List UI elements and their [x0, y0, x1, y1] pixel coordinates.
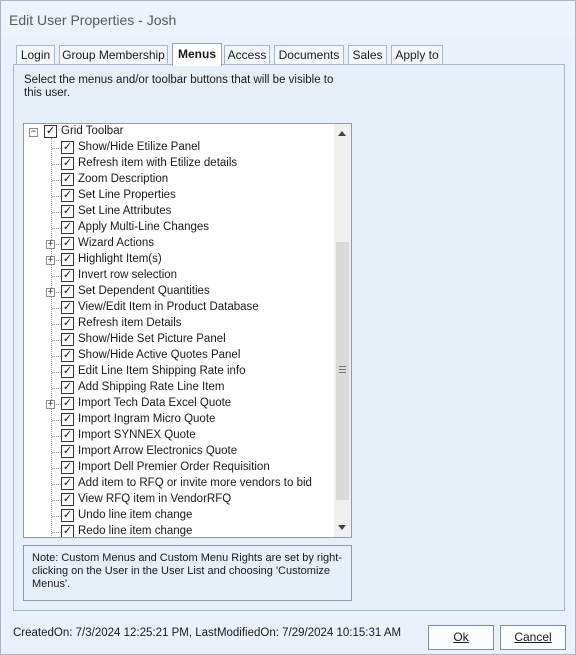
checkbox-icon[interactable]: ✓	[62, 429, 73, 441]
custom-menus-note: Note: Custom Menus and Custom Menu Rights are set by right-clicking on the User in the User List and choosing 'Customize Menus'.	[23, 545, 352, 601]
tree-item-label: Import SYNNEX Quote	[78, 429, 196, 441]
scroll-thumb[interactable]	[336, 242, 349, 500]
tree-connector-line	[52, 452, 61, 453]
checkbox-icon[interactable]: ✓	[62, 141, 73, 153]
tree-item-label: Undo line item change	[78, 509, 193, 521]
tree-item-label: Import Ingram Micro Quote	[78, 413, 216, 425]
tree-item[interactable]	[24, 284, 334, 300]
tree-connector-line	[52, 532, 61, 533]
checkbox-icon[interactable]: ✓	[62, 221, 73, 233]
tree-connector-line	[52, 196, 61, 197]
tree-item[interactable]	[24, 220, 334, 236]
tree-item[interactable]	[24, 332, 334, 348]
tree-item-label: Apply Multi-Line Changes	[78, 221, 210, 233]
tree-item-label: View RFQ item in VendorRFQ	[78, 493, 232, 505]
tree-item[interactable]	[24, 316, 334, 332]
tree-item[interactable]	[24, 140, 334, 156]
tree-item-label: Show/Hide Set Picture Panel	[78, 333, 226, 345]
tree-item[interactable]	[24, 268, 334, 284]
tree-connector-line	[52, 180, 61, 181]
tab-access[interactable]: Access	[224, 45, 270, 65]
checkbox-icon[interactable]: ✓	[62, 173, 73, 185]
tab-sales[interactable]: Sales	[348, 45, 387, 65]
tree-item[interactable]	[24, 524, 334, 537]
tree-item-label: Grid Toolbar	[61, 125, 124, 137]
tab-menus[interactable]: Menus	[172, 43, 222, 66]
tab-login[interactable]: Login	[16, 45, 55, 65]
checkbox-icon[interactable]: ✓	[62, 397, 73, 409]
checkbox-icon[interactable]: ✓	[62, 509, 73, 521]
title-bar[interactable]	[1, 1, 575, 37]
checkbox-icon[interactable]: ✓	[62, 237, 73, 249]
tree-item-label: Set Line Attributes	[78, 205, 172, 217]
tree-item-label: Redo line item change	[78, 525, 193, 537]
expand-expander-icon[interactable]: +	[47, 287, 54, 297]
checkbox-icon[interactable]: ✓	[62, 205, 73, 217]
tree-connector-line	[52, 500, 61, 501]
tree-viewport	[24, 124, 334, 537]
tree-item[interactable]	[24, 236, 334, 252]
tree-vertical-scrollbar[interactable]	[334, 124, 351, 537]
tree-item[interactable]	[24, 380, 334, 396]
tree-connector-line	[52, 148, 61, 149]
checkbox-icon[interactable]: ✓	[62, 413, 73, 425]
tree-item[interactable]	[24, 412, 334, 428]
created-modified-status: CreatedOn: 7/3/2024 12:25:21 PM, LastModifiedOn: 7/29/2024 10:15:31 AM	[13, 627, 402, 639]
tree-connector-line	[52, 324, 61, 325]
instructions-text: Select the menus and/or toolbar buttons that will be visible to this user.	[24, 74, 334, 99]
cancel-button[interactable]	[500, 625, 566, 650]
tree-root-grid-toolbar[interactable]	[24, 124, 324, 140]
tree-item-label: Add item to RFQ or invite more vendors to bid	[78, 477, 312, 489]
tree-connector-line	[52, 164, 61, 165]
checkbox-icon[interactable]: ✓	[62, 445, 73, 457]
tree-item[interactable]	[24, 204, 334, 220]
menu-tree-view[interactable]	[23, 123, 352, 538]
tree-connector-line	[52, 276, 61, 277]
ok-label: Ok	[453, 630, 469, 644]
tree-connector-line	[52, 228, 61, 229]
tree-connector-line	[52, 420, 61, 421]
tree-item-label: Edit Line Item Shipping Rate info	[78, 365, 246, 377]
tree-connector-line	[52, 356, 61, 357]
tree-connector-line	[52, 468, 61, 469]
tree-item-label: Set Dependent Quantities	[78, 285, 210, 297]
cancel-label: Cancel	[514, 630, 552, 644]
tree-item[interactable]	[24, 444, 334, 460]
tree-item[interactable]	[24, 428, 334, 444]
tree-connector-line	[52, 212, 61, 213]
tree-item[interactable]	[24, 188, 334, 204]
tree-item-label: Import Dell Premier Order Requisition	[78, 461, 270, 473]
tree-item-label: Show/Hide Active Quotes Panel	[78, 349, 241, 361]
checkbox-icon[interactable]: ✓	[62, 333, 73, 345]
checkbox-icon[interactable]: ✓	[62, 365, 73, 377]
checkbox-icon[interactable]: ✓	[62, 269, 73, 281]
tree-item[interactable]	[24, 300, 334, 316]
checkbox-icon[interactable]: ✓	[62, 461, 73, 473]
tree-item[interactable]	[24, 364, 334, 380]
tree-item-label: Refresh item Details	[78, 317, 182, 329]
tree-item-label: Set Line Properties	[78, 189, 176, 201]
tree-item-label: Add Shipping Rate Line Item	[78, 381, 225, 393]
tab-strip	[13, 43, 565, 65]
tree-item[interactable]	[24, 492, 334, 508]
checkbox-icon[interactable]: ✓	[62, 477, 73, 489]
checkbox-icon[interactable]: ✓	[62, 381, 73, 393]
checkbox-icon[interactable]: ✓	[62, 301, 73, 313]
tree-item-label: Zoom Description	[78, 173, 169, 185]
tree-item-label: Wizard Actions	[78, 237, 155, 249]
checkbox-icon[interactable]: ✓	[62, 317, 73, 329]
collapse-expander-icon[interactable]: −	[30, 127, 37, 137]
tree-item-label: Show/Hide Etilize Panel	[78, 141, 201, 153]
checkbox-icon[interactable]: ✓	[62, 157, 73, 169]
tree-item[interactable]	[24, 460, 334, 476]
tab-apply-to[interactable]: Apply to	[391, 45, 443, 65]
tree-connector-line	[52, 372, 61, 373]
tree-item-label: Import Arrow Electronics Quote	[78, 445, 238, 457]
checkbox-icon[interactable]: ✓	[62, 349, 73, 361]
tree-item[interactable]	[24, 156, 334, 172]
expand-expander-icon[interactable]: +	[47, 255, 54, 265]
tree-connector-line	[52, 484, 61, 485]
tree-item-label: Import Tech Data Excel Quote	[78, 397, 232, 409]
tree-item-label: Highlight Item(s)	[78, 253, 162, 265]
checkbox-icon[interactable]: ✓	[62, 525, 73, 537]
tree-connector-line	[52, 436, 61, 437]
tree-item[interactable]	[24, 172, 334, 188]
tree-connector-line	[52, 516, 61, 517]
expand-expander-icon[interactable]: +	[47, 239, 54, 249]
tree-item[interactable]	[24, 396, 334, 412]
tree-item[interactable]	[24, 508, 334, 524]
tab-documents[interactable]: Documents	[274, 45, 344, 65]
tree-connector-line	[52, 308, 61, 309]
ok-button[interactable]	[428, 625, 494, 650]
checkbox-icon[interactable]: ✓	[62, 253, 73, 265]
checkbox-icon[interactable]: ✓	[62, 493, 73, 505]
tree-connector-line	[52, 388, 61, 389]
tree-item-label: Refresh item with Etilize details	[78, 157, 238, 169]
window-title: Edit User Properties - Josh	[9, 12, 177, 28]
menus-tab-panel	[13, 64, 565, 611]
scroll-down-arrow-icon[interactable]	[338, 525, 346, 530]
expand-expander-icon[interactable]: +	[47, 399, 54, 409]
checkbox-icon[interactable]: ✓	[62, 189, 73, 201]
tree-item-label: View/Edit Item in Product Database	[78, 301, 259, 313]
tab-group-membership[interactable]: Group Membership	[59, 45, 168, 65]
checkbox-icon[interactable]: ✓	[62, 285, 73, 297]
tree-item[interactable]	[24, 476, 334, 492]
tree-item[interactable]	[24, 252, 334, 268]
tree-item[interactable]	[24, 348, 334, 364]
scroll-up-arrow-icon[interactable]	[338, 131, 346, 136]
grip-icon	[339, 366, 346, 373]
checkbox-icon[interactable]: ✓	[45, 125, 56, 137]
tree-connector-line	[52, 340, 61, 341]
tree-item-label: Invert row selection	[78, 269, 178, 281]
